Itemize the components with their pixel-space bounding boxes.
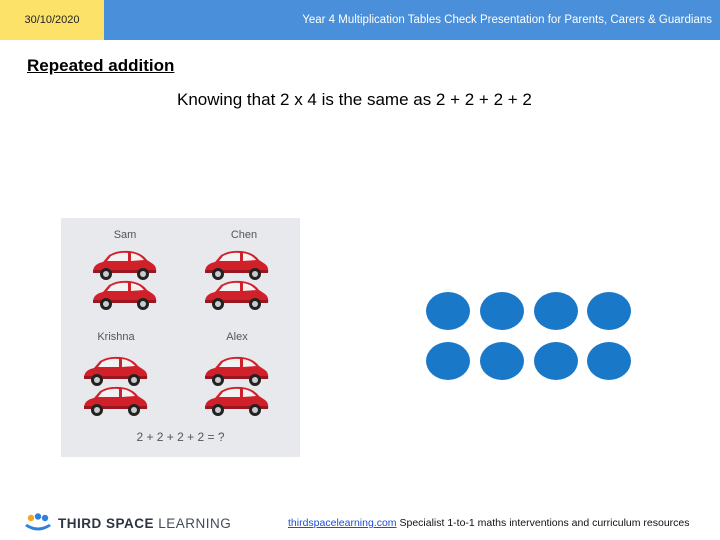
- footer-text: [288, 517, 690, 529]
- person-label-chen: Chen: [230, 229, 258, 241]
- counter-dot: [480, 342, 524, 380]
- addition-sum: 2 + 2 + 2 + 2 = ?: [136, 430, 225, 444]
- slide-subheading: Knowing that 2 x 4 is the same as 2 + 2 + 2 + 2: [177, 90, 532, 109]
- slide-heading: Repeated addition: [27, 56, 175, 75]
- counter-dot: [534, 342, 578, 380]
- counter-dot: [587, 292, 631, 330]
- counter-dot: [426, 342, 470, 380]
- car-icon: [201, 278, 271, 312]
- car-icon: [80, 354, 150, 388]
- counter-dot: [480, 292, 524, 330]
- counter-dot: [426, 292, 470, 330]
- footer-tagline: Specialist 1-to-1 maths interventions and curriculum resources: [396, 517, 690, 529]
- counters-array: [426, 292, 632, 380]
- counter-dot: [587, 342, 631, 380]
- logo-text-bold: THIRD SPACE: [58, 515, 155, 531]
- people-logo-icon: [24, 513, 52, 533]
- date-label: 30/10/2020: [0, 0, 104, 40]
- slide-header: [0, 0, 720, 40]
- car-icon: [201, 354, 271, 388]
- car-icon: [201, 384, 271, 418]
- logo-text-light: LEARNING: [158, 515, 232, 531]
- person-label-sam: Sam: [113, 229, 137, 241]
- presentation-title: Year 4 Multiplication Tables Check Presentation for Parents, Carers & Guardians: [104, 0, 720, 40]
- car-icon: [201, 248, 271, 282]
- cars-worksheet-image: [61, 218, 300, 457]
- person-label-krishna: Krishna: [97, 331, 135, 343]
- car-icon: [89, 248, 159, 282]
- car-icon: [89, 278, 159, 312]
- person-label-alex: Alex: [226, 331, 248, 343]
- car-icon: [80, 384, 150, 418]
- third-space-learning-logo: [24, 513, 231, 533]
- slide-footer: [0, 505, 720, 540]
- counter-dot: [534, 292, 578, 330]
- website-link[interactable]: thirdspacelearning.com: [288, 517, 397, 529]
